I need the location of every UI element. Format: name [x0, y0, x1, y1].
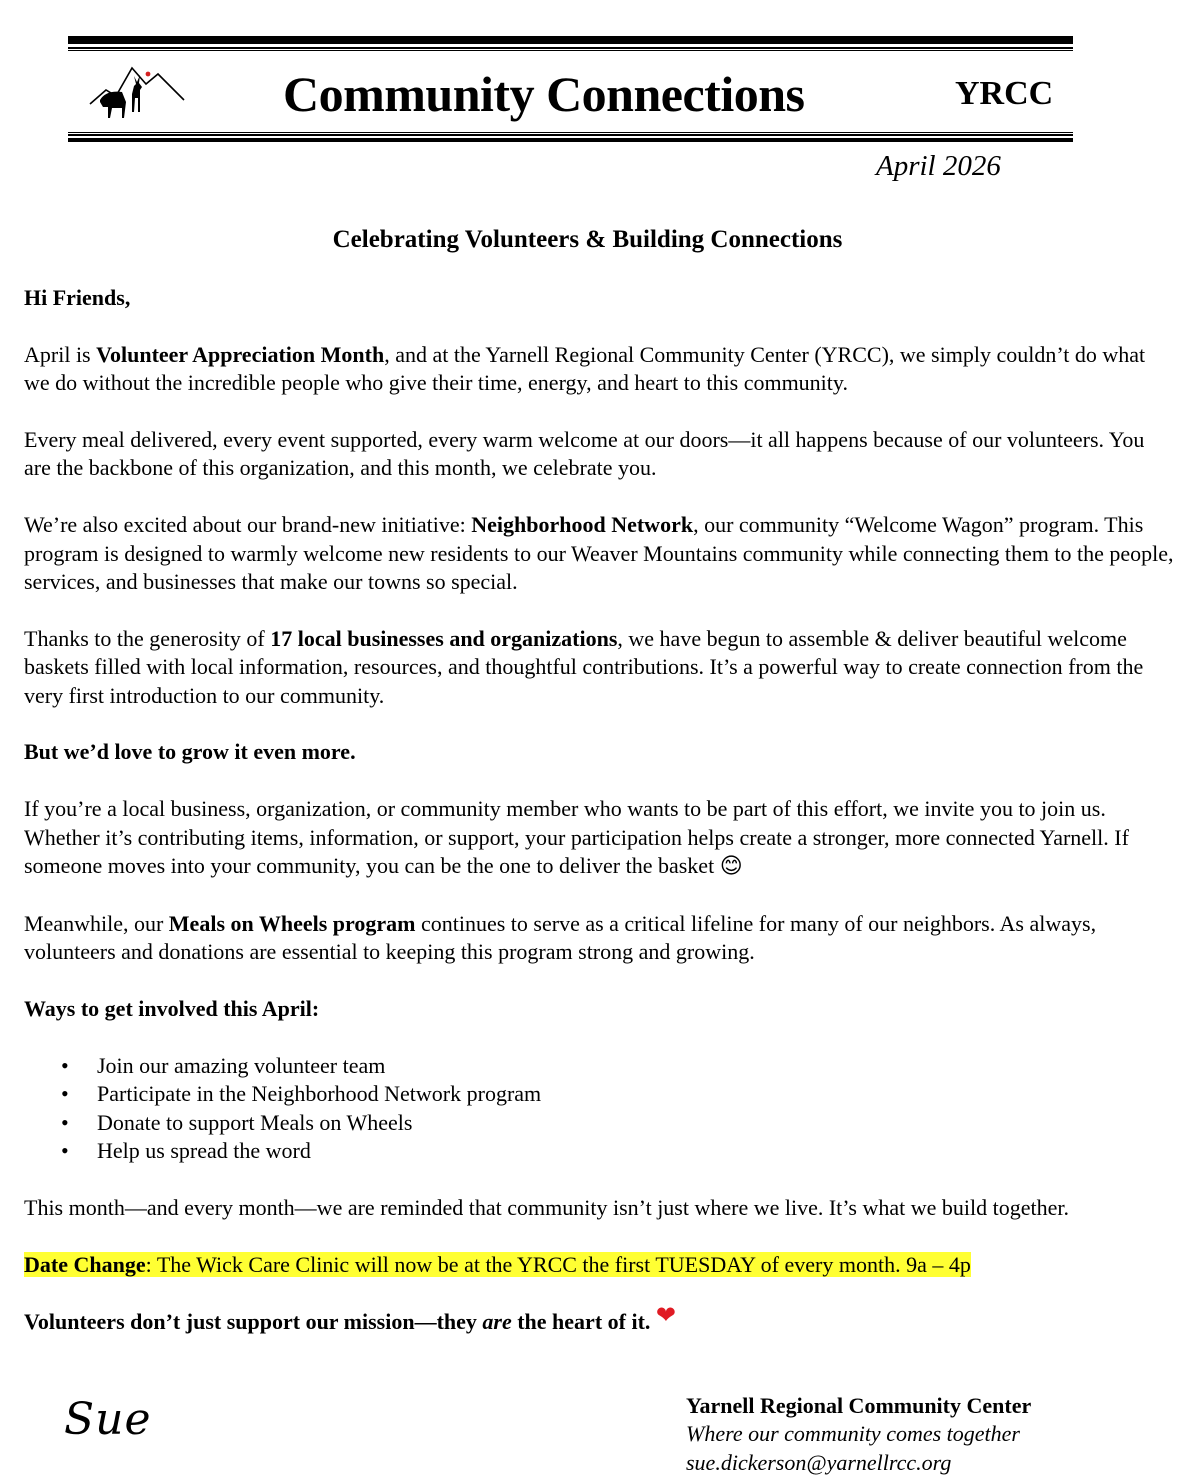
- text: We’re also excited about our brand-new initiative:: [24, 512, 472, 538]
- org-tagline: Where our community comes together: [686, 1421, 1020, 1447]
- highlighted-notice: [24, 1252, 971, 1277]
- greeting: [24, 284, 1174, 312]
- list-item: • Donate to support Meals on Wheels: [97, 1109, 1174, 1137]
- list-item: • Participate in the Neighborhood Network program: [97, 1080, 1174, 1108]
- paragraph-reminder: This month—and every month—we are reminded that community isn’t just where we live. It’s what we build together.: [24, 1194, 1069, 1220]
- text: Thanks to the generosity of: [24, 625, 271, 651]
- text: , our community “Welcome Wagon” program. This program is designed to warmly welcome new residents to our Weaver Mountains community while connecting them to the people, services, and businesses that make our towns so special.: [24, 512, 1174, 595]
- article-body: [24, 284, 1174, 1365]
- masthead: [68, 36, 1073, 142]
- bold-text: 17 local businesses and organizations: [270, 625, 618, 651]
- newsletter-title: Community Connections: [283, 66, 805, 122]
- date-change-notice: [24, 1251, 1174, 1279]
- issue-date: April 2026: [876, 150, 1001, 182]
- text: , we have begun to assemble & deliver beautiful welcome baskets filled with local information, resources, and thoughtful contributions. It’s a powerful way to create connection from the very first introduction to our community.: [24, 625, 1144, 708]
- ways-list: [24, 1052, 1174, 1166]
- top-rule-thin: [68, 47, 1073, 49]
- bottom-rule-thin: [68, 134, 1073, 136]
- text: Volunteers don’t just support our mission—they: [24, 1309, 483, 1335]
- text: continues to serve as a critical lifeline for many of our neighbors. As always, volunteers and donations are essential to keeping this program strong and growing.: [24, 910, 1097, 965]
- text: If you’re a local business, organization, or community member who wants to be part of this effort, we invite you to join us. Whether it’s contributing items, information, or support, your participation helps create a stronger, more connected Yarnell. If someone moves into your community, you can be the one to deliver the basket: [24, 796, 1129, 879]
- text: the heart of it.: [511, 1309, 651, 1335]
- text: April is: [24, 341, 97, 367]
- bold-text: Neighborhood Network: [471, 512, 694, 538]
- paragraph-invite: [24, 795, 1174, 881]
- notice-text: : The Wick Care Clinic will now be at the YRCC the first TUESDAY of every month. 9a – 4p: [145, 1251, 971, 1277]
- paragraph-neighborhood-network: [24, 511, 1174, 596]
- emphasis-text: are: [482, 1309, 512, 1335]
- signature: Sue: [64, 1394, 152, 1445]
- paragraph-businesses: [24, 625, 1174, 710]
- paragraph-grow: [24, 738, 1174, 766]
- deer-mountain-logo-icon: [88, 60, 186, 124]
- org-footer: [686, 1392, 1031, 1477]
- bold-text: Volunteer Appreciation Month: [96, 341, 385, 367]
- org-email: sue.dickerson@yarnellrcc.org: [686, 1449, 952, 1475]
- bold-text: Meals on Wheels program: [168, 910, 416, 936]
- ways-heading: [24, 995, 1174, 1023]
- org-abbreviation: YRCC: [955, 75, 1054, 112]
- list-item: • Help us spread the word: [97, 1137, 1174, 1165]
- text: , and at the Yarnell Regional Community Center (YRCC), we simply couldn’t do what we do without the incredible people who give their time, energy, and heart to this community.: [24, 341, 1146, 396]
- paragraph-meals: Every meal delivered, every event supported, every warm welcome at our doors—it all happens because of our volunteers. You are the backbone of this organization, and this month, we celebrate you.: [24, 427, 1145, 481]
- greeting-text: Hi Friends,: [24, 285, 131, 310]
- smile-emoji-icon: 😊: [719, 854, 743, 880]
- text: Meanwhile, our: [24, 910, 169, 936]
- top-rule-hairline: [68, 50, 1073, 51]
- bottom-rule-hairline: [68, 132, 1073, 133]
- article-heading: Celebrating Volunteers & Building Connections: [332, 226, 843, 253]
- heart-icon: ❤: [655, 1301, 677, 1330]
- ways-heading-text: Ways to get involved this April:: [24, 996, 320, 1022]
- list-item: • Join our amazing volunteer team: [97, 1052, 1174, 1080]
- bold-text: But we’d love to grow it even more.: [24, 739, 356, 765]
- paragraph-volunteer-month: [24, 341, 1174, 398]
- closing-line: [24, 1301, 1174, 1336]
- closing-text: [24, 1309, 650, 1334]
- top-rule-thick: [68, 36, 1073, 44]
- bottom-rule-thick: [68, 138, 1073, 142]
- org-name: Yarnell Regional Community Center: [686, 1393, 1032, 1418]
- paragraph-meals-on-wheels: [24, 910, 1174, 967]
- notice-label: Date Change: [24, 1251, 146, 1277]
